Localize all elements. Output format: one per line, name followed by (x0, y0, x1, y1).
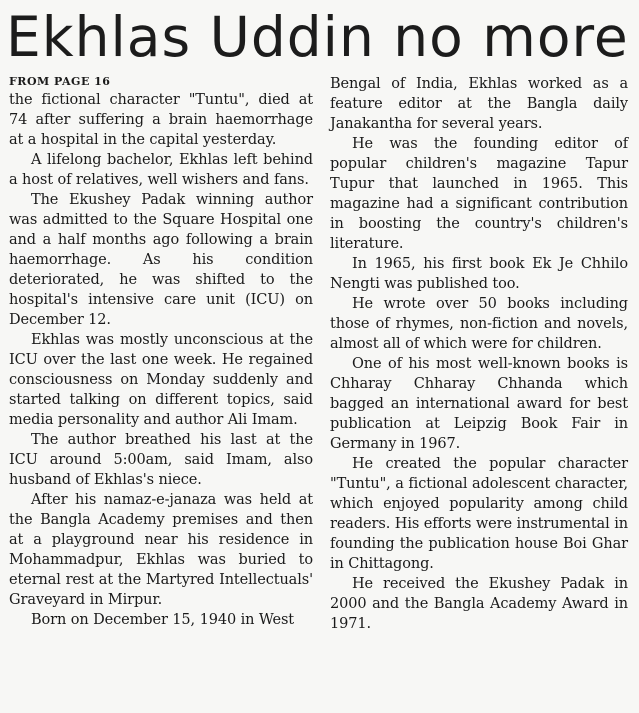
article-paragraph: One of his most well-known books is Chharay Chharay Chhanda which bagged an international award for best publication at Leipzig Book Fair in Germany in 1967. (330, 356, 628, 452)
article-paragraph: He was the founding editor of popular children's magazine Tapur Tupur that launched in 1965. This magazine had a significant contribution in boosting the country's children's literature. (330, 136, 628, 252)
article-paragraph: In 1965, his first book Ek Je Chhilo Nengti was published too. (330, 256, 628, 292)
article-paragraph: Bengal of India, Ekhlas worked as a feature editor at the Bangla daily Janakantha for several years. (330, 76, 628, 132)
article-paragraph: He created the popular character "Tuntu", a fictional adolescent character, which enjoyed popularity among child readers. His efforts were instrumental in founding the publication house Boi Ghar in Chittagong. (330, 456, 628, 572)
article-paragraph: the fictional character "Tuntu", died at 74 after suffering a brain haemorrhage at a hospital in the capital yesterday. (9, 92, 313, 148)
headline: Ekhlas Uddin no more (6, 5, 629, 69)
article-paragraph: The Ekushey Padak winning author was admitted to the Square Hospital one and a half months ago following a brain haemorrhage. As his condition deteriorated, he was shifted to the hospital's intensive care unit (ICU) on December 12. (9, 192, 313, 328)
article-column-left (9, 74, 313, 630)
article-paragraph: After his namaz-e-janaza was held at the Bangla Academy premises and then at a playground near his residence in Mohammadpur, Ekhlas was buried to eternal rest at the Martyred Intellectuals' Graveyard in Mirpur. (9, 492, 313, 608)
article-paragraph: He received the Ekushey Padak in 2000 and the Bangla Academy Award in 1971. (330, 576, 628, 632)
article-paragraph: He wrote over 50 books including those of rhymes, non-fiction and novels, almost all of which were for children. (330, 296, 628, 352)
continuation-label: FROM PAGE 16 (9, 75, 111, 88)
article-paragraph: A lifelong bachelor, Ekhlas left behind a host of relatives, well wishers and fans. (9, 152, 313, 188)
article-column-right (330, 74, 628, 634)
article-paragraph: Born on December 15, 1940 in West (31, 612, 295, 628)
article-paragraph: Ekhlas was mostly unconscious at the ICU over the last one week. He regained consciousness on Monday suddenly and started talking on different topics, said media personality and author Ali Imam. (9, 332, 313, 428)
article-paragraph: The author breathed his last at the ICU around 5:00am, said Imam, also husband of Ekhlas's niece. (9, 432, 313, 488)
